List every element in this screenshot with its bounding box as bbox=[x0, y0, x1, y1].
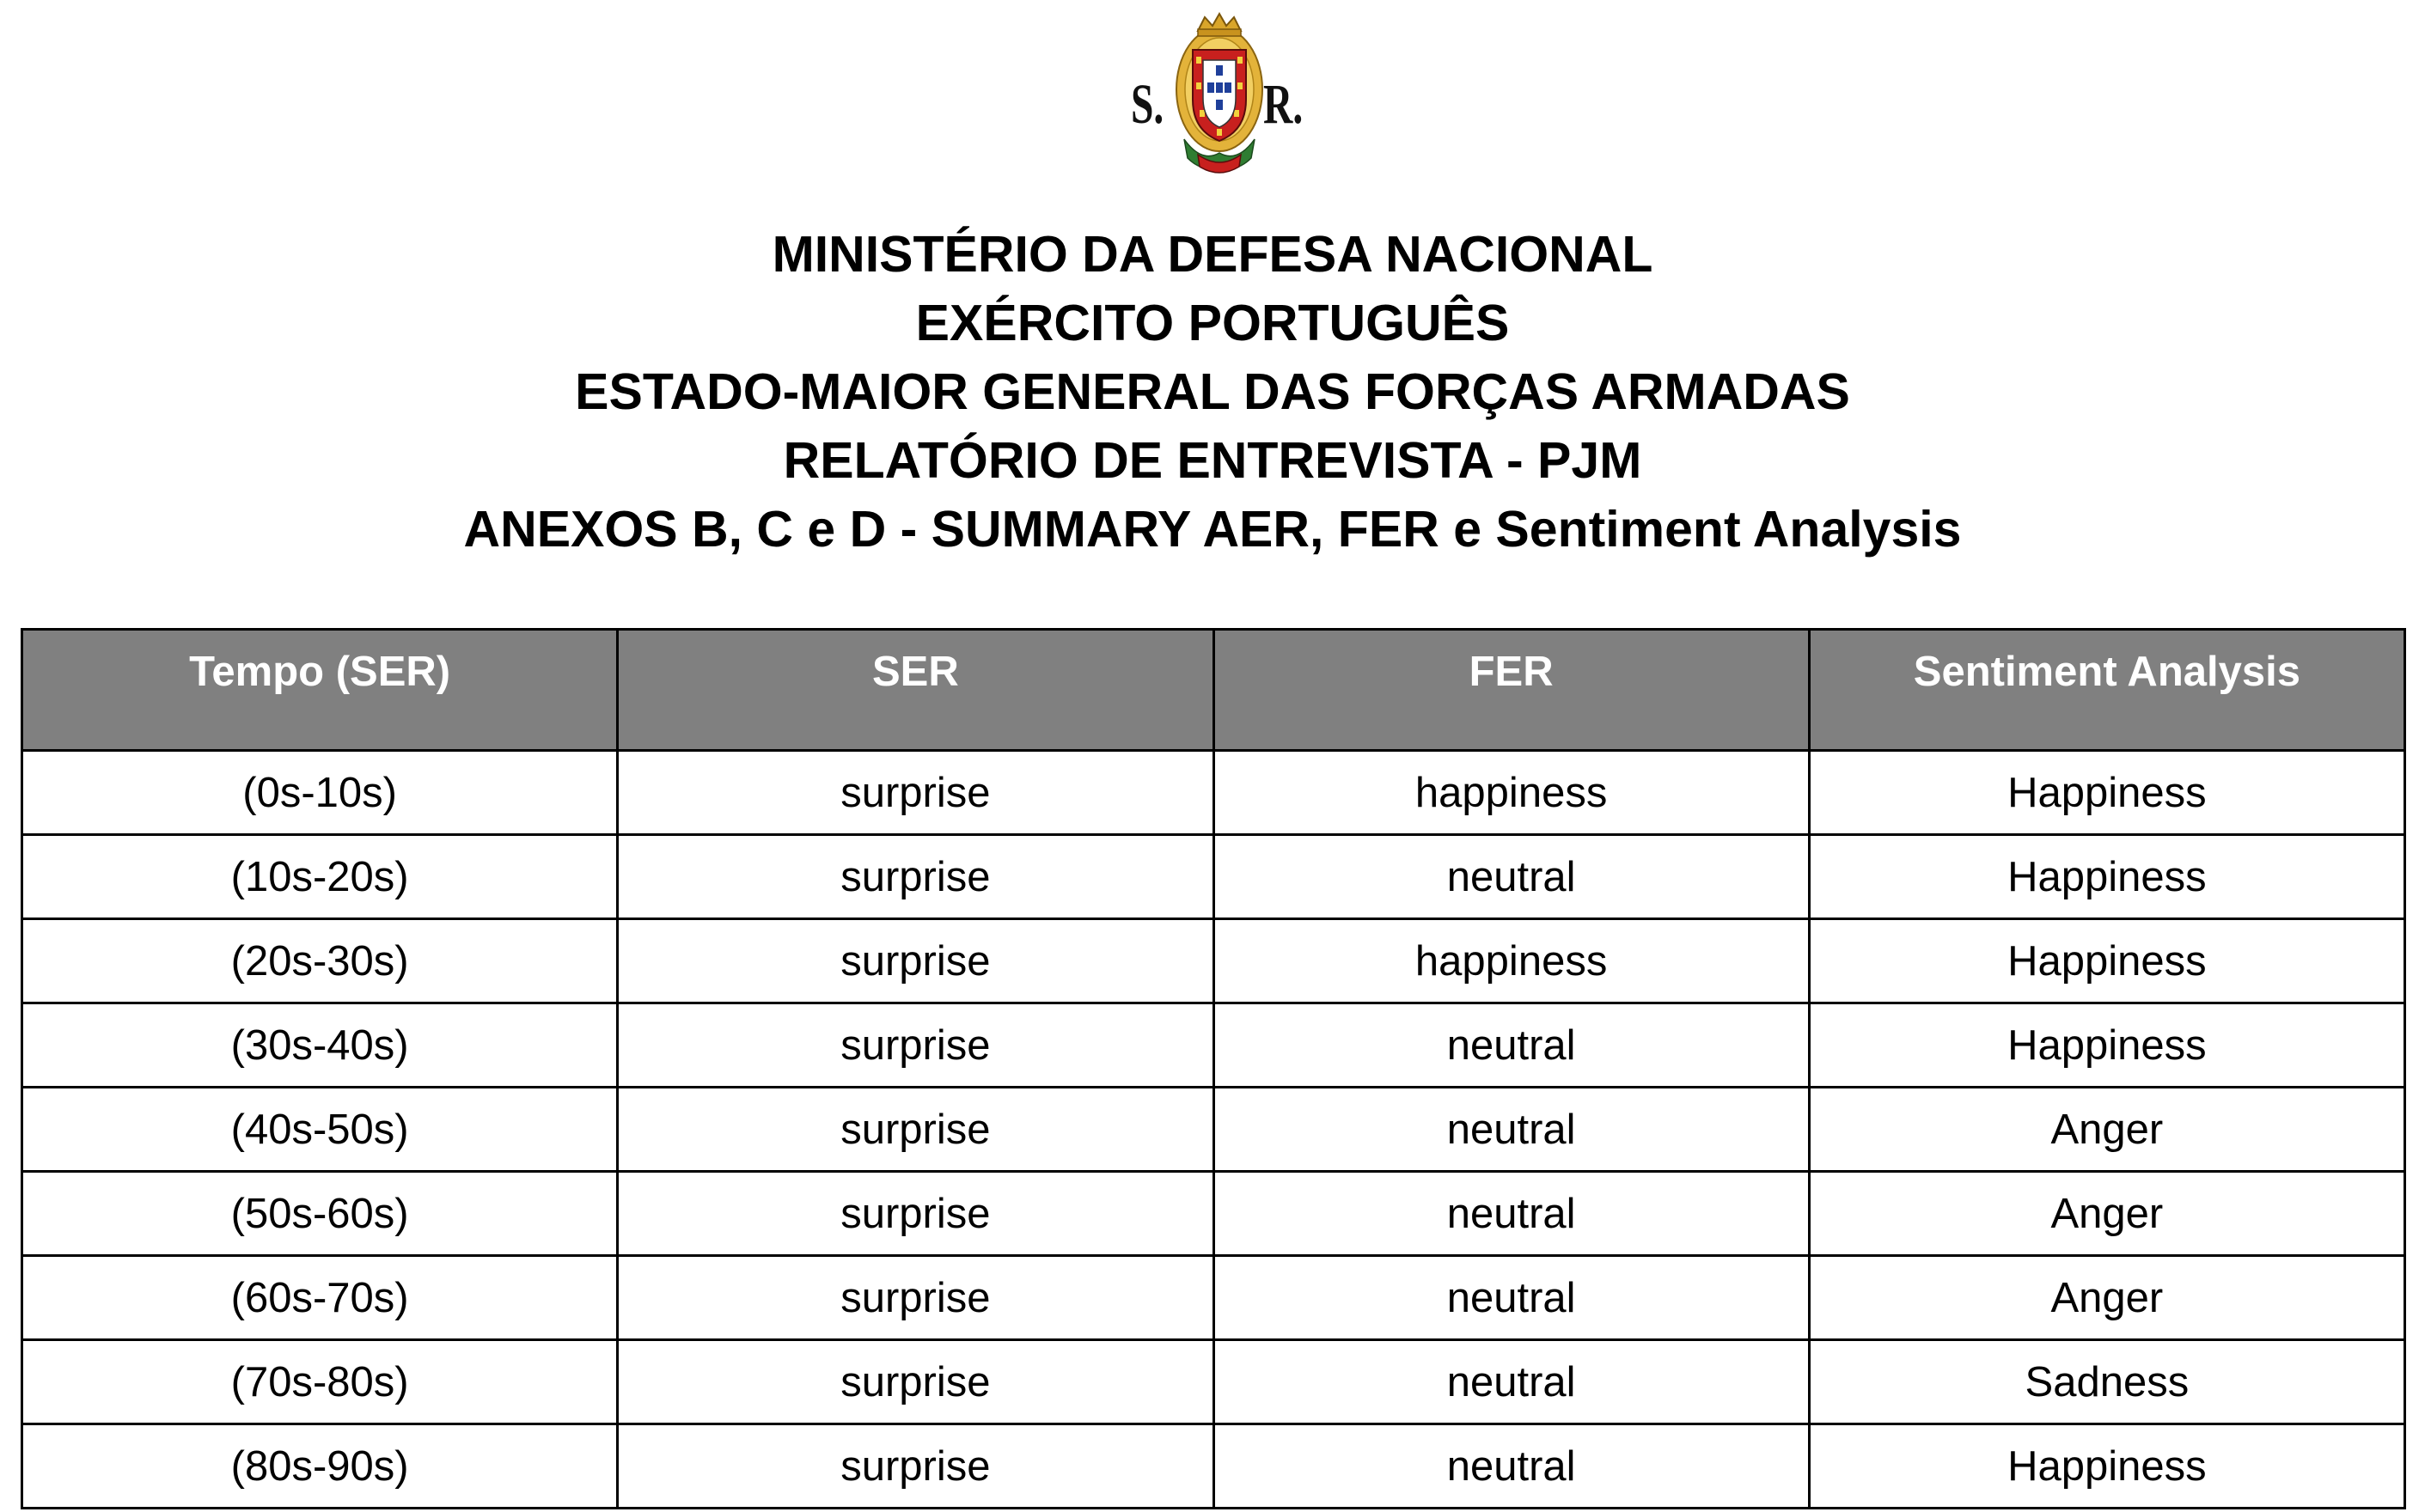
table-row bbox=[22, 1256, 2405, 1340]
cell-ser: surprise bbox=[618, 919, 1213, 1003]
cell-fer: happiness bbox=[1213, 751, 1809, 835]
heading-line-report: RELATÓRIO DE ENTREVISTA - PJM bbox=[783, 432, 1642, 489]
cell-ser: surprise bbox=[618, 1340, 1213, 1424]
table-row bbox=[22, 1424, 2405, 1509]
table-header-row bbox=[22, 630, 2405, 751]
table-row bbox=[22, 1340, 2405, 1424]
cell-ser: surprise bbox=[618, 751, 1213, 835]
cell-sentiment: Anger bbox=[1809, 1256, 2404, 1340]
cell-sentiment: Anger bbox=[1809, 1172, 2404, 1256]
cell-ser: surprise bbox=[618, 1003, 1213, 1088]
cell-ser: surprise bbox=[618, 835, 1213, 919]
cell-sentiment: Happiness bbox=[1809, 835, 2404, 919]
heading-line-annexes: ANEXOS B, C e D - SUMMARY AER, FER e Sentiment Analysis bbox=[463, 501, 1962, 558]
cell-fer: neutral bbox=[1213, 835, 1809, 919]
cell-time: (20s-30s) bbox=[22, 919, 618, 1003]
cell-sentiment: Happiness bbox=[1809, 751, 2404, 835]
emblem-left-letters: S. bbox=[1131, 73, 1164, 136]
column-header-fer: FER bbox=[1213, 630, 1809, 751]
cell-time: (60s-70s) bbox=[22, 1256, 618, 1340]
cell-fer: neutral bbox=[1213, 1003, 1809, 1088]
cell-time: (50s-60s) bbox=[22, 1172, 618, 1256]
cell-ser: surprise bbox=[618, 1172, 1213, 1256]
table-row bbox=[22, 919, 2405, 1003]
document-heading bbox=[0, 220, 2425, 564]
table-row bbox=[22, 1172, 2405, 1256]
cell-sentiment: Sadness bbox=[1809, 1340, 2404, 1424]
coat-of-arms-emblem bbox=[1117, 10, 1323, 179]
cell-fer: happiness bbox=[1213, 919, 1809, 1003]
heading-line-army: EXÉRCITO PORTUGUÊS bbox=[915, 295, 1510, 351]
portuguese-shield-icon bbox=[1172, 10, 1267, 179]
cell-time: (80s-90s) bbox=[22, 1424, 618, 1509]
cell-fer: neutral bbox=[1213, 1256, 1809, 1340]
cell-sentiment: Happiness bbox=[1809, 919, 2404, 1003]
heading-line-ministry: MINISTÉRIO DA DEFESA NACIONAL bbox=[772, 226, 1653, 283]
cell-fer: neutral bbox=[1213, 1172, 1809, 1256]
cell-ser: surprise bbox=[618, 1088, 1213, 1172]
cell-ser: surprise bbox=[618, 1256, 1213, 1340]
emblem-right-letters: R. bbox=[1263, 73, 1304, 136]
cell-time: (40s-50s) bbox=[22, 1088, 618, 1172]
cell-time: (0s-10s) bbox=[22, 751, 618, 835]
cell-time: (30s-40s) bbox=[22, 1003, 618, 1088]
heading-line-general-staff: ESTADO-MAIOR GENERAL DAS FORÇAS ARMADAS bbox=[575, 363, 1850, 420]
cell-fer: neutral bbox=[1213, 1340, 1809, 1424]
cell-sentiment: Happiness bbox=[1809, 1003, 2404, 1088]
summary-table bbox=[21, 628, 2406, 1509]
cell-ser: surprise bbox=[618, 1424, 1213, 1509]
table-row bbox=[22, 1003, 2405, 1088]
column-header-time: Tempo (SER) bbox=[22, 630, 618, 751]
table-row bbox=[22, 1088, 2405, 1172]
table-row bbox=[22, 751, 2405, 835]
cell-sentiment: Happiness bbox=[1809, 1424, 2404, 1509]
cell-time: (10s-20s) bbox=[22, 835, 618, 919]
cell-fer: neutral bbox=[1213, 1088, 1809, 1172]
table-row bbox=[22, 835, 2405, 919]
column-header-sentiment: Sentiment Analysis bbox=[1809, 630, 2404, 751]
cell-fer: neutral bbox=[1213, 1424, 1809, 1509]
cell-time: (70s-80s) bbox=[22, 1340, 618, 1424]
cell-sentiment: Anger bbox=[1809, 1088, 2404, 1172]
column-header-ser: SER bbox=[618, 630, 1213, 751]
